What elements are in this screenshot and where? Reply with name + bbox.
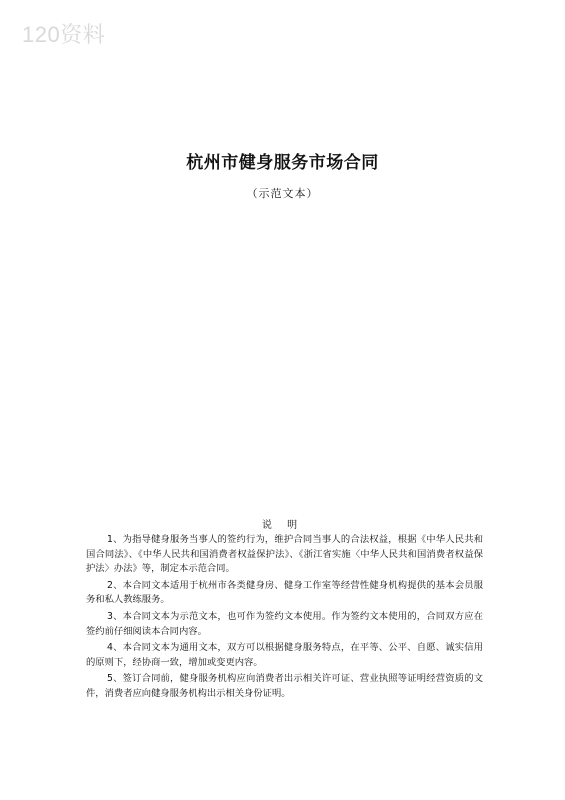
document-subtitle: （示范文本） [246, 187, 319, 200]
watermark-logo: 120资料 [22, 22, 106, 47]
document-title: 杭州市健身服务市场合同 [186, 153, 379, 173]
explanation-paragraph-4: 4、本合同文本为通用文本，双方可以根据健身服务特点，在平等、公平、自愿、诚实信用的原则下，经协商一致，增加或变更内容。 [86, 642, 483, 668]
explanation-heading: 说 明 [261, 520, 304, 531]
explanation-body [86, 533, 483, 704]
explanation-paragraph-3: 3、本合同文本为示范文本，也可作为签约文本使用。作为签约文本使用的，合同双方应在签约前仔细阅读本合同内容。 [86, 610, 483, 637]
explanation-paragraph-1: 1、为指导健身服务当事人的签约行为，维护合同当事人的合法权益，根据《中华人民共和国合同法》、《中华人民共和国消费者权益保护法》、《浙江省实施〈中华人民共和国消费者权益保护法〉办法》等，制定本示范合同。 [86, 534, 483, 575]
explanation-paragraph-2: 2、本合同文本适用于杭州市各类健身房、健身工作室等经营性健身机构提供的基本会员服务和私人教练服务。 [86, 579, 483, 606]
explanation-paragraph-5: 5、签订合同前，健身服务机构应向消费者出示相关许可证、营业执照等证明经营资质的文件，消费者应向健身服务机构出示相关身份证明。 [86, 673, 483, 699]
